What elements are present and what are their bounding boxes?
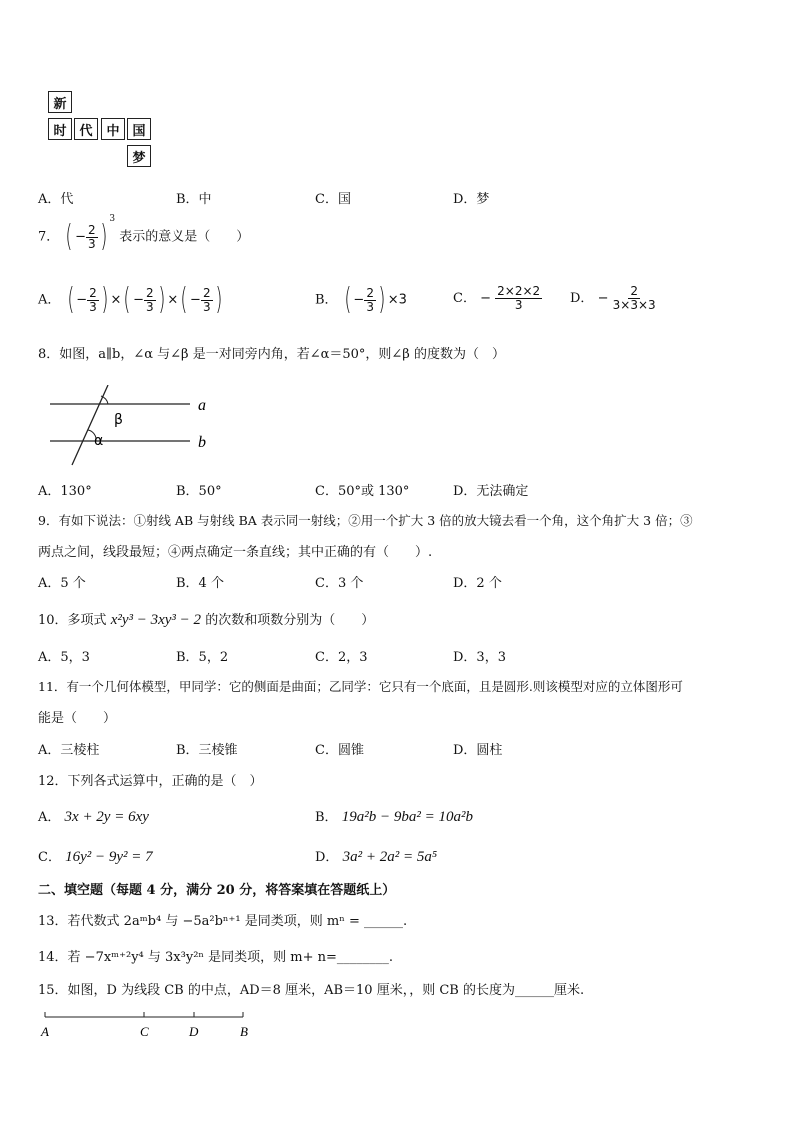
section-heading: 二、填空题（每题 4 分，满分 20 分，将答案填在答题纸上） — [38, 883, 396, 898]
q10-option-b[interactable]: B．5，2 — [176, 650, 229, 665]
point-d: D — [189, 1024, 199, 1039]
q8-option-b[interactable]: B．50° — [176, 484, 222, 499]
q7-stem: 7． ( − $\frac{2}{3}$ ) $^3$ 表示的意义是（ ） — [38, 214, 250, 254]
q11-option-b[interactable]: B．三棱锥 — [176, 743, 238, 758]
parallel-lines-figure — [38, 385, 228, 470]
net-cell: 代 — [74, 118, 98, 140]
q9-stem-line2: 两点之间，线段最短；④两点确定一条直线；其中正确的有（ ）. — [38, 545, 433, 560]
q6-option-a[interactable]: A．代 — [38, 192, 74, 207]
q14-stem: 14．若 −7xᵐ⁺²y⁴ 与 3x³y²ⁿ 是同类项，则 m+ n=________. — [38, 950, 394, 965]
q9-stem-line1: 9．有如下说法：①射线 AB 与射线 BA 表示同一射线；②用一个扩大 3 倍的放大镜去看一个角，这个角扩大 3 倍；③ — [38, 513, 693, 528]
net-cell-top: 新 — [48, 91, 72, 113]
q7-option-b[interactable]: B． ( − $\frac{2}{3}$ ) ×3 — [315, 282, 407, 317]
q9-option-b[interactable]: B．4 个 — [176, 576, 224, 591]
q8-stem: 8．如图，a∥b，∠α 与∠β 是一对同旁内角，若∠α＝50°，则∠β 的度数为（ ） — [38, 347, 505, 362]
label-beta: β — [114, 412, 123, 428]
q12-option-d[interactable]: D． 3a² + 2a² = 5a⁵ — [315, 849, 438, 865]
net-cell: 国 — [127, 118, 151, 140]
q10-option-d[interactable]: D．3，3 — [453, 650, 506, 665]
q11-option-c[interactable]: C．圆锥 — [315, 743, 364, 758]
q8-option-d[interactable]: D．无法确定 — [453, 484, 529, 499]
q11-option-d[interactable]: D．圆柱 — [453, 743, 503, 758]
q7-option-d[interactable]: D． − $\frac{2}{3\times 3\times 3}$ — [570, 284, 656, 312]
point-b: B — [240, 1024, 248, 1039]
q10-stem: 10．多项式 x²y³ − 3xy³ − 2 的次数和项数分别为（ ） — [38, 612, 375, 628]
point-c: C — [140, 1024, 149, 1039]
q6-option-c[interactable]: C．国 — [315, 192, 351, 207]
q7-option-c[interactable]: C． − $\frac{2\times 2\times 2}{3}$ — [453, 284, 541, 312]
net-cell-bottom: 梦 — [127, 145, 151, 167]
q12-option-a[interactable]: A． 3x + 2y = 6xy — [38, 809, 149, 825]
q10-option-c[interactable]: C．2，3 — [315, 650, 368, 665]
point-a: A — [41, 1024, 49, 1039]
q7-option-a[interactable]: A． ( − $\frac{2}{3}$ ) ×( − $\frac{2}{3}$ ) ×( − $\frac{2}{3}$ ) — [38, 282, 222, 317]
q9-option-a[interactable]: A．5 个 — [38, 576, 86, 591]
q9-option-c[interactable]: C．3 个 — [315, 576, 364, 591]
q12-option-c[interactable]: C． 16y² − 9y² = 7 — [38, 849, 153, 865]
q8-option-a[interactable]: A．130° — [38, 484, 92, 499]
q13-stem: 13．若代数式 2aᵐb⁴ 与 −5a²bⁿ⁺¹ 是同类项，则 mⁿ = ______. — [38, 914, 408, 929]
q6-option-b[interactable]: B．中 — [176, 192, 212, 207]
q12-stem: 12．下列各式运算中，正确的是（ ） — [38, 774, 263, 789]
q12-option-b[interactable]: B． 19a²b − 9ba² = 10a²b — [315, 809, 473, 825]
net-cell: 时 — [48, 118, 72, 140]
q6-option-d[interactable]: D．梦 — [453, 192, 490, 207]
question-number: 7． — [38, 229, 60, 245]
segment-figure — [38, 1008, 268, 1043]
q10-option-a[interactable]: A．5，3 — [38, 650, 90, 665]
label-b: b — [198, 434, 206, 451]
q9-option-d[interactable]: D．2 个 — [453, 576, 502, 591]
fraction: $\frac{2}{3}$ — [88, 222, 96, 251]
label-a: a — [198, 397, 206, 414]
net-cell: 中 — [101, 118, 125, 140]
q7-stem-text: 表示的意义是（ ） — [119, 229, 250, 245]
q11-option-a[interactable]: A．三棱柱 — [38, 743, 100, 758]
q11-stem-line1: 11．有一个几何体模型，甲同学：它的侧面是曲面；乙同学：它只有一个底面，且是圆形.则该模型对应的立体图形可 — [38, 679, 683, 694]
q11-stem-line2: 能是（ ） — [38, 711, 117, 726]
q10-expression: x²y³ − 3xy³ − 2 — [110, 612, 202, 628]
label-alpha: α — [94, 433, 104, 449]
q8-option-c[interactable]: C．50°或 130° — [315, 484, 410, 499]
q15-stem: 15．如图，D 为线段 CB 的中点，AD＝8 厘米，AB＝10 厘米，，则 CB 的长度为______厘米. — [38, 983, 585, 998]
